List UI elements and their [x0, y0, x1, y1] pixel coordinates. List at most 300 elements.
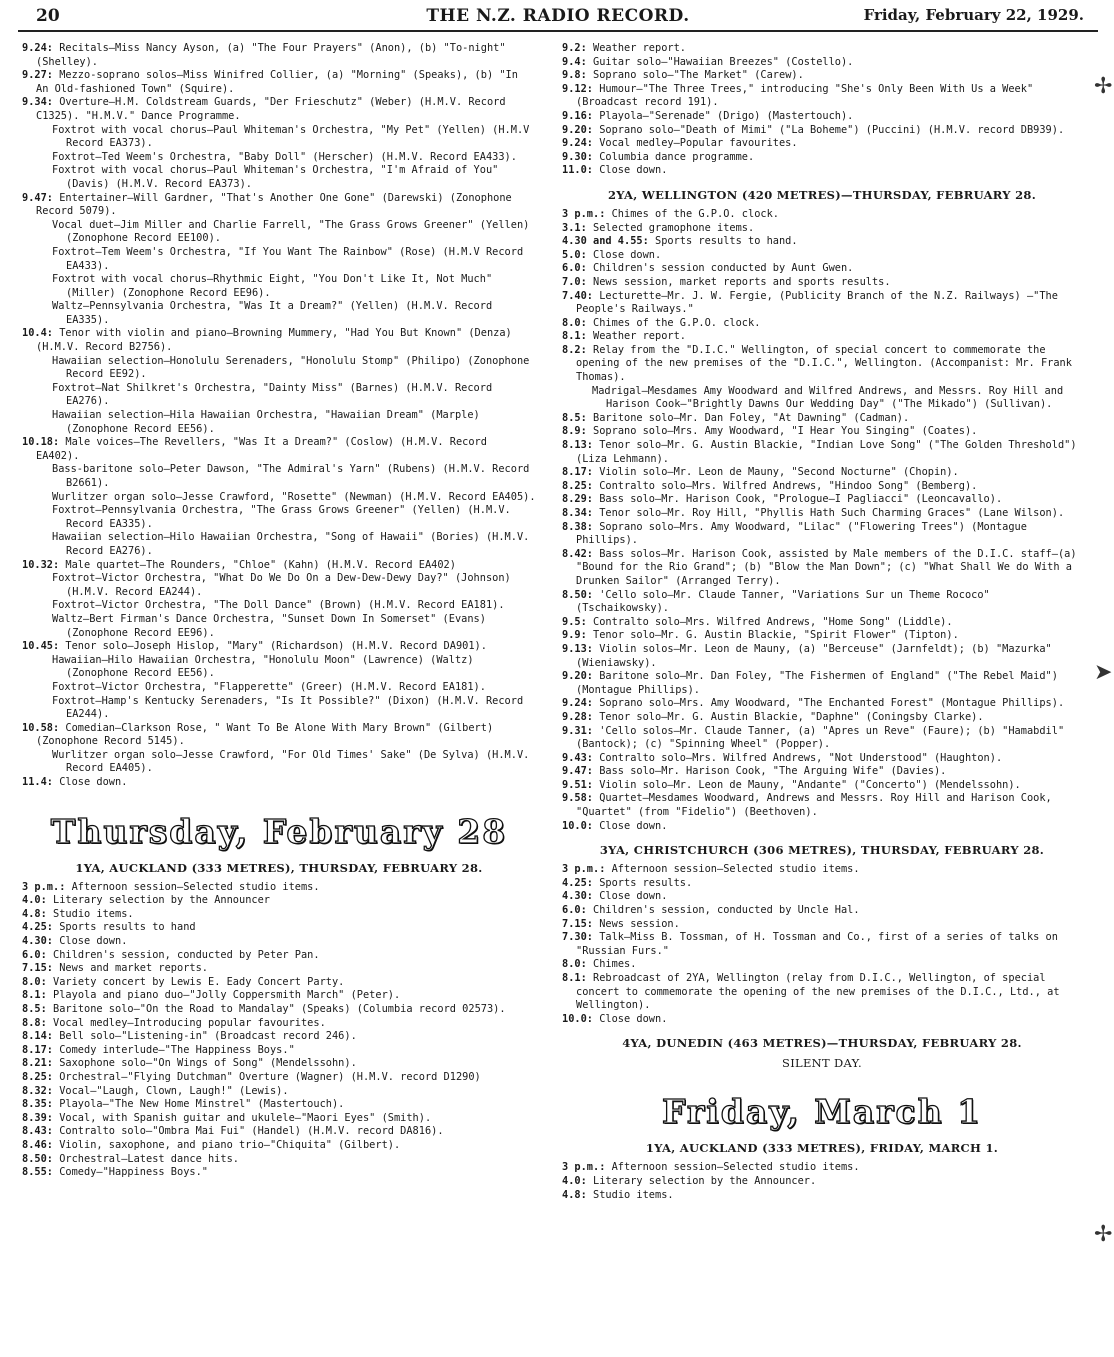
entry-text: News session.	[599, 917, 680, 930]
programme-entry	[562, 480, 1082, 494]
programme-entry	[562, 164, 1082, 178]
left-column	[22, 42, 536, 1180]
entry-time: 8.14:	[22, 1030, 53, 1043]
entry-text: Foxtrot with vocal chorus—Rhythmic Eight, "You Don't Like It, Not Much" (Miller) (Zonophone Record EE96).	[52, 273, 493, 299]
programme-entry	[22, 1139, 536, 1153]
programme-entry	[562, 385, 1082, 412]
entry-time: 10.0:	[562, 819, 593, 832]
entry-text: Close down.	[599, 819, 668, 832]
entry-time: 8.1:	[22, 989, 47, 1002]
page-number: 20	[36, 6, 60, 26]
issue-date: Friday, February 22, 1929.	[863, 6, 1084, 24]
entry-time: 8.25:	[22, 1070, 53, 1083]
entry-time: 3 p.m.:	[562, 863, 606, 876]
entry-text: Hawaiian selection—Hila Hawaiian Orchestra, "Hawaiian Dream" (Marple) (Zonophone Record EE56).	[52, 409, 480, 435]
silent-day-note: SILENT DAY.	[782, 1056, 862, 1071]
programme-entry	[562, 1189, 1082, 1203]
entry-time: 9.47:	[22, 191, 53, 204]
programme-entry	[562, 208, 1082, 222]
programme-entry	[22, 935, 536, 949]
entry-time: 8.1:	[562, 330, 587, 343]
entry-time: 8.32:	[22, 1084, 53, 1097]
programme-entry	[22, 1044, 536, 1058]
programme-entry	[22, 327, 536, 354]
entry-text: Violin solo—Mr. Leon de Mauny, "Andante" ("Concerto") (Mendelssohn).	[599, 778, 1021, 791]
programme-entry	[22, 491, 536, 505]
programme-entry	[562, 958, 1082, 972]
programme-entry	[22, 151, 536, 165]
entry-text: Columbia dance programme.	[599, 150, 755, 163]
entry-text: Violin solos—Mr. Leon de Mauny, (a) "Berceuse" (Jarnfeldt); (b) "Mazurka" (Wieniawsky).	[576, 642, 1052, 669]
entry-text: Foxtrot—Pennsylvania Orchestra, "The Grass Grows Greener" (Yellen) (H.M.V. Record EA335).	[52, 504, 511, 530]
programme-entry	[22, 42, 536, 69]
programme-entry	[562, 697, 1082, 711]
programme-entry	[22, 436, 536, 463]
entry-text: Bass solos—Mr. Harison Cook, assisted by Male members of the D.I.C. staff—(a) "Bound for the Rio Grand"; (b) "Blow the Man Down"; (c) "What Shall We do With a Drunken Sailor" (Arranged Terry).	[576, 547, 1077, 587]
entry-text: Orchestral—Latest dance hits.	[59, 1152, 239, 1165]
entry-text: Hawaiian selection—Honolulu Serenaders, "Honolulu Stomp" (Philipo) (Zonophone Record EE92).	[52, 354, 530, 381]
programme-entry	[22, 559, 536, 573]
entry-text: Variety concert by Lewis E. Eady Concert Party.	[53, 975, 345, 988]
entry-text: Comedy—"Happiness Boys."	[59, 1166, 208, 1179]
entry-text: Tenor solo—Mr. G. Austin Blackie, "Spirit Flower" (Tipton).	[593, 629, 959, 642]
entry-time: 8.13:	[562, 439, 593, 452]
entry-time: 8.46:	[22, 1138, 53, 1151]
entry-time: 4.25:	[22, 921, 53, 934]
margin-mark: ➤	[1094, 660, 1113, 685]
programme-entry	[22, 654, 536, 681]
entry-time: 10.18:	[22, 436, 60, 449]
programme-entry	[22, 962, 536, 976]
entry-time: 8.35:	[22, 1098, 53, 1111]
entry-time: 3.1:	[562, 221, 587, 234]
entry-text: Foxtrot—Hamp's Kentucky Serenaders, "Is It Possible?" (Dixon) (H.M.V. Record EA244).	[52, 694, 524, 721]
programme-entry	[22, 572, 536, 599]
entry-text: Relay from the "D.I.C." Wellington, of special concert to commemorate the opening of the new premises of the "D.I.C.", Wellington. (Accompanist: Mr. Frank Thomas).	[576, 343, 1072, 384]
entry-text: Vocal—"Laugh, Clown, Laugh!" (Lewis).	[59, 1084, 289, 1097]
entry-text: Studio items.	[593, 1188, 674, 1201]
entry-text: Baritone solo—Mr. Dan Foley, "The Fishermen of England" ("The Rebel Maid") (Montague Phillips).	[576, 670, 1058, 696]
programme-entry	[22, 1153, 536, 1167]
entry-text: Tenor solo—Mr. Roy Hill, "Phyllis Hath Such Charming Graces" (Lane Wilson).	[599, 507, 1065, 519]
entry-text: Tenor with violin and piano—Browning Mummery, "Had You But Known" (Denza) (H.M.V. Record B2756).	[36, 327, 512, 354]
programme-entry	[22, 192, 536, 219]
entry-time: 8.0:	[562, 316, 587, 329]
right-top-programme	[562, 42, 1082, 178]
entry-text: Talk—Miss B. Tossman, of H. Tossman and Co., first of a series of talks on "Russian Furs."	[576, 931, 1058, 957]
programme-entry	[22, 463, 536, 490]
programme-entry	[562, 548, 1082, 589]
entry-text: Literary selection by the Announcer.	[593, 1174, 817, 1187]
entry-time: 8.42:	[562, 547, 593, 560]
left-top-programme	[22, 42, 536, 790]
programme-entry	[22, 273, 536, 300]
programme-entry	[22, 382, 536, 409]
programme-entry	[22, 1166, 536, 1180]
entry-text: Guitar solo—"Hawaiian Breezes" (Costello).	[593, 55, 854, 68]
entry-text: News and market reports.	[59, 962, 208, 975]
entry-text: Afternoon session—Selected studio items.	[611, 1161, 860, 1174]
entry-time: 9.58:	[562, 792, 593, 805]
margin-mark: ✢	[1094, 74, 1113, 99]
entry-time: 8.0:	[562, 958, 587, 971]
programme-entry	[562, 589, 1082, 616]
programme-entry	[22, 124, 536, 151]
programme-entry	[562, 792, 1082, 819]
entry-text: Waltz—Bert Firman's Dance Orchestra, "Sunset Down In Somerset" (Evans) (Zonophone Record EE96).	[52, 612, 486, 639]
entry-time: 9.24:	[22, 42, 53, 54]
programme-entry	[22, 300, 536, 327]
entry-text: 'Cello solo—Mr. Claude Tanner, "Variations Sur un Theme Rococo" (Tschaikowsky).	[576, 588, 990, 615]
entry-text: Close down.	[59, 776, 128, 789]
entry-text: Chimes.	[593, 958, 637, 971]
programme-entry	[22, 989, 536, 1003]
entry-text: Close down.	[599, 1012, 668, 1025]
entry-text: Afternoon session—Selected studio items.	[71, 880, 320, 893]
entry-time: 4.8:	[562, 1188, 587, 1201]
entry-text: Selected gramophone items.	[593, 221, 755, 234]
entry-time: 9.20:	[562, 123, 593, 136]
programme-entry	[22, 1112, 536, 1126]
entry-text: Wurlitzer organ solo—Jesse Crawford, "For Old Times' Sake" (De Sylva) (H.M.V. Record EA405).	[52, 748, 530, 775]
entry-text: Chimes of the G.P.O. clock.	[611, 207, 779, 220]
entry-text: Afternoon session—Selected studio items.	[611, 863, 860, 876]
entry-text: Saxophone solo—"On Wings of Song" (Mendelssohn).	[59, 1057, 357, 1070]
entry-text: Rebroadcast of 2YA, Wellington (relay from D.I.C., Wellington, of special concert to commemorate the opening of the new premises of the D.I.C., Ltd., at Wellington).	[576, 972, 1060, 1012]
page-header	[18, 4, 1098, 32]
programme-entry	[562, 222, 1082, 236]
entry-text: Playola—"Serenade" (Drigo) (Mastertouch).	[599, 109, 854, 122]
entry-time: 4.30:	[22, 935, 53, 948]
programme-entry	[562, 151, 1082, 165]
entry-text: Sports results to hand.	[655, 235, 798, 248]
entry-time: 9.47:	[562, 765, 593, 778]
programme-entry	[562, 137, 1082, 151]
programme-entry	[562, 425, 1082, 439]
programme-entry	[22, 722, 536, 749]
programme-entry	[22, 599, 536, 613]
entry-time: 9.30:	[562, 150, 593, 163]
entry-text: Children's session, conducted by Peter Pan.	[53, 948, 320, 961]
programme-entry	[22, 355, 536, 382]
entry-time: 9.27:	[22, 69, 53, 82]
programme-entry	[22, 921, 536, 935]
entry-time: 4.8:	[22, 907, 47, 920]
entry-text: Vocal, with Spanish guitar and ukulele—"Maori Eyes" (Smith).	[59, 1111, 432, 1124]
entry-text: Soprano solo—Mrs. Amy Woodward, "I Hear You Singing" (Coates).	[593, 425, 978, 438]
programme-entry	[562, 711, 1082, 725]
entry-time: 8.1:	[562, 972, 587, 984]
entry-text: Foxtrot—Victor Orchestra, "Flapperette" (Greer) (H.M.V. Record EA181).	[52, 680, 486, 693]
entry-text: Close down.	[593, 248, 662, 261]
entry-time: 11.0:	[562, 164, 593, 177]
entry-time: 10.32:	[22, 558, 60, 571]
entry-text: Vocal medley—Introducing popular favourites.	[53, 1016, 326, 1029]
entry-time: 8.38:	[562, 520, 593, 533]
entry-text: Lecturette—Mr. J. W. Fergie, (Publicity Branch of the N.Z. Railways) —"The People's Railways."	[576, 289, 1058, 316]
programme-entry	[562, 863, 1082, 877]
entry-time: 8.55:	[22, 1166, 53, 1179]
entry-text: Madrigal—Mesdames Amy Woodward and Wilfred Andrews, and Messrs. Roy Hill and Harison Cook—"Brightly Dawns Our Wedding Day" ("The Mikado") (Sullivan).	[592, 384, 1064, 411]
entry-time: 11.4:	[22, 776, 53, 789]
entry-time: 8.5:	[562, 411, 587, 424]
programme-entry	[562, 276, 1082, 290]
programme-entry	[562, 877, 1082, 891]
programme-entry	[562, 779, 1082, 793]
entry-text: Bass solo—Mr. Harison Cook, "Prologue—I Pagliacci" (Leoncavallo).	[599, 493, 1003, 506]
margin-mark: ✢	[1094, 1222, 1113, 1247]
station-heading-2ya: 2YA, WELLINGTON (420 METRES)—THURSDAY, FEBRUARY 28.	[607, 187, 1037, 202]
entry-time: 8.34:	[562, 507, 593, 519]
programme-entry	[22, 69, 536, 96]
entry-text: Baritone solo—"On the Road to Mandalay" (Speaks) (Columbia record 02573).	[53, 1003, 506, 1015]
entry-time: 7.30:	[562, 931, 593, 944]
entry-time: 10.45:	[22, 640, 60, 653]
entry-text: Soprano solo—Mrs. Amy Woodward, "The Enchanted Forest" (Montague Phillips).	[599, 697, 1065, 710]
programme-entry	[562, 918, 1082, 932]
entry-text: Contralto solo—Mrs. Wilfred Andrews, "Home Song" (Liddle).	[593, 615, 953, 628]
programme-entry	[562, 42, 1082, 56]
entry-text: News session, market reports and sports results.	[593, 275, 891, 288]
programme-entry	[22, 96, 536, 123]
entry-text: Foxtrot—Victor Orchestra, "The Doll Dance" (Brown) (H.M.V. Record EA181).	[52, 599, 505, 612]
entry-text: Violin, saxophone, and piano trio—"Chiquita" (Gilbert).	[59, 1138, 401, 1151]
programme-entry	[562, 616, 1082, 630]
entry-time: 8.39:	[22, 1111, 53, 1124]
entry-text: Wurlitzer organ solo—Jesse Crawford, "Rosette" (Newman) (H.M.V. Record EA405).	[52, 490, 536, 503]
entry-text: Soprano solo—"Death of Mimi" ("La Boheme") (Puccini) (H.M.V. record DB939).	[599, 123, 1065, 136]
thursday-1ya-programme	[22, 881, 536, 1180]
programme-entry	[562, 890, 1082, 904]
programme-entry	[22, 908, 536, 922]
programme-entry	[562, 110, 1082, 124]
programme-entry	[562, 249, 1082, 263]
programme-entry	[562, 317, 1082, 331]
programme-entry	[22, 640, 536, 654]
entry-time: 8.9:	[562, 425, 587, 438]
entry-time: 7.15:	[562, 917, 593, 930]
entry-text: 'Cello solos—Mr. Claude Tanner, (a) "Apres un Reve" (Faure); (b) "Hamabdil" (Bantock); (c) "Spinning Wheel" (Popper).	[576, 724, 1065, 751]
entry-text: Male voices—The Revellers, "Was It a Dream?" (Coslow) (H.M.V. Record EA402).	[36, 436, 487, 462]
entry-time: 7.0:	[562, 275, 587, 288]
entry-text: Orchestral—"Flying Dutchman" Overture (Wagner) (H.M.V. record D1290)	[59, 1070, 481, 1083]
entry-text: Foxtrot—Nat Shilkret's Orchestra, "Dainty Miss" (Barnes) (H.M.V. Record EA276).	[52, 381, 493, 408]
programme-entry	[22, 1003, 536, 1017]
programme-entry	[562, 931, 1082, 958]
entry-text: Contralto solo—"Ombra Mai Fui" (Handel) (H.M.V. record DA816).	[59, 1125, 444, 1138]
entry-time: 8.50:	[562, 588, 593, 601]
programme-entry	[22, 1057, 536, 1071]
programme-entry	[562, 904, 1082, 918]
entry-time: 7.40:	[562, 289, 593, 302]
entry-text: Tenor solo—Mr. G. Austin Blackie, "Daphne" (Coningsby Clarke).	[599, 710, 984, 723]
entry-time: 8.17:	[22, 1043, 53, 1056]
entry-text: Weather report.	[593, 330, 687, 343]
programme-entry	[562, 124, 1082, 138]
programme-entry	[22, 776, 536, 790]
programme-entry	[22, 681, 536, 695]
entry-time: 8.2:	[562, 343, 587, 356]
programme-entry	[562, 725, 1082, 752]
entry-text: Violin solo—Mr. Leon de Mauny, "Second Nocturne" (Chopin).	[599, 466, 959, 479]
entry-time: 9.12:	[562, 82, 593, 95]
entry-time: 9.9:	[562, 629, 587, 642]
programme-entry	[22, 695, 536, 722]
entry-time: 5.0:	[562, 248, 587, 261]
entry-text: Vocal medley—Popular favourites.	[599, 137, 798, 150]
entry-text: Recitals—Miss Nancy Ayson, (a) "The Four Prayers" (Anon), (b) "To-night" (Shelley).	[36, 42, 506, 68]
entry-time: 6.0:	[562, 904, 587, 917]
entry-time: 9.2:	[562, 42, 587, 54]
entry-time: 4.25:	[562, 876, 593, 889]
entry-text: Playola—"The New Home Minstrel" (Mastertouch).	[59, 1098, 345, 1111]
entry-text: Close down.	[599, 890, 668, 903]
programme-entry	[22, 976, 536, 990]
entry-time: 8.21:	[22, 1057, 53, 1070]
programme-entry	[22, 219, 536, 246]
programme-entry	[22, 531, 536, 558]
entry-time: 8.5:	[22, 1003, 47, 1015]
programme-entry	[22, 881, 536, 895]
entry-text: Chimes of the G.P.O. clock.	[593, 316, 761, 329]
entry-text: Male quartet—The Rounders, "Chloe" (Kahn) (H.M.V. Record EA402)	[65, 558, 456, 571]
entry-time: 7.15:	[22, 962, 53, 975]
programme-entry	[22, 1098, 536, 1112]
programme-entry	[22, 1125, 536, 1139]
programme-entry	[22, 1017, 536, 1031]
programme-entry	[22, 1071, 536, 1085]
entry-text: Children's session conducted by Aunt Gwen.	[593, 262, 854, 275]
entry-time: 9.5:	[562, 615, 587, 628]
entry-text: Contralto solo—Mrs. Wilfred Andrews, "Not Understood" (Haughton).	[599, 751, 1003, 764]
entry-text: Studio items.	[53, 907, 134, 920]
entry-time: 9.28:	[562, 710, 593, 723]
wellington-programme	[562, 208, 1082, 833]
entry-text: Soprano solo—"The Market" (Carew).	[593, 69, 804, 82]
entry-text: Bell solo—"Listening-in" (Broadcast record 246).	[59, 1030, 357, 1043]
friday-1ya-programme	[562, 1161, 1082, 1202]
entry-time: 6.0:	[22, 948, 47, 961]
entry-time: 9.51:	[562, 778, 593, 791]
entry-time: 9.31:	[562, 724, 593, 737]
programme-entry	[562, 235, 1082, 249]
christchurch-programme	[562, 863, 1082, 1026]
programme-entry	[562, 466, 1082, 480]
entry-time: 8.50:	[22, 1152, 53, 1165]
entry-time: 9.34:	[22, 96, 53, 109]
entry-time: 3 p.m.:	[22, 880, 66, 893]
entry-text: Soprano solo—Mrs. Amy Woodward, "Lilac" ("Flowering Trees") (Montague Phillips).	[576, 520, 1027, 547]
entry-text: Contralto solo—Mrs. Wilfred Andrews, "Hindoo Song" (Bemberg).	[599, 479, 978, 492]
entry-text: Children's session, conducted by Uncle Hal.	[593, 904, 860, 917]
entry-time: 9.24:	[562, 697, 593, 710]
programme-entry	[22, 504, 536, 531]
entry-time: 9.4:	[562, 55, 587, 68]
programme-entry	[22, 1085, 536, 1099]
entry-time: 3 p.m.:	[562, 1161, 606, 1174]
entry-text: Sports results.	[599, 876, 693, 889]
entry-time: 9.8:	[562, 69, 587, 82]
entry-time: 4.0:	[22, 894, 47, 907]
entry-text: Close down.	[59, 935, 128, 948]
entry-text: Sports results to hand	[59, 921, 196, 934]
entry-text: Foxtrot—Tem Weem's Orchestra, "If You Want The Rainbow" (Rose) (H.M.V Record EA433).	[52, 245, 524, 272]
programme-entry	[562, 752, 1082, 766]
entry-time: 3 p.m.:	[562, 207, 606, 220]
station-heading-4ya: 4YA, DUNEDIN (463 METRES)—THURSDAY, FEBRUARY 28.	[622, 1036, 1022, 1051]
programme-entry	[562, 330, 1082, 344]
entry-time: 10.4:	[22, 327, 53, 340]
thursday-heading: Thursday, February 28	[50, 811, 508, 851]
entry-text: Entertainer—Will Gardner, "That's Another One Gone" (Darewski) (Zonophone Record 5079).	[36, 191, 512, 218]
entry-time: 9.16:	[562, 109, 593, 122]
station-heading-1ya-thursday: 1YA, AUCKLAND (333 METRES), THURSDAY, FEBRUARY 28.	[75, 860, 483, 875]
station-heading-1ya-friday: 1YA, AUCKLAND (333 METRES), FRIDAY, MARCH 1.	[645, 1141, 999, 1156]
entry-time: 8.0:	[22, 975, 47, 988]
programme-entry	[562, 643, 1082, 670]
right-column	[562, 42, 1082, 1202]
entry-text: Bass solo—Mr. Harison Cook, "The Arguing Wife" (Davies).	[599, 765, 947, 778]
programme-entry	[562, 344, 1082, 385]
entry-text: Weather report.	[593, 42, 687, 54]
programme-entry	[22, 246, 536, 273]
entry-text: Hawaiian selection—Hilo Hawaiian Orchestra, "Song of Hawaii" (Bories) (H.M.V. Record EA276).	[52, 531, 530, 557]
entry-time: 8.29:	[562, 493, 593, 506]
publication-title: THE N.Z. RADIO RECORD.	[426, 6, 690, 26]
entry-text: Foxtrot with vocal chorus—Paul Whiteman's Orchestra, "I'm Afraid of You" (Davis) (H.M.V. Record EA373).	[52, 164, 499, 190]
entry-time: 8.43:	[22, 1125, 53, 1138]
programme-entry	[562, 629, 1082, 643]
programme-entry	[562, 290, 1082, 317]
programme-entry	[22, 164, 536, 191]
entry-text: Bass-baritone solo—Peter Dawson, "The Admiral's Yarn" (Rubens) (H.M.V. Record B2661).	[52, 463, 530, 489]
entry-text: Foxtrot—Ted Weem's Orchestra, "Baby Doll" (Herscher) (H.M.V. Record EA433).	[52, 150, 517, 163]
station-heading-3ya: 3YA, CHRISTCHURCH (306 METRES), THURSDAY, FEBRUARY 28.	[599, 843, 1045, 858]
programme-entry	[562, 439, 1082, 466]
programme-entry	[22, 894, 536, 908]
entry-time: 10.0:	[562, 1012, 593, 1025]
entry-time: 8.17:	[562, 466, 593, 479]
entry-text: Close down.	[599, 164, 668, 177]
entry-text: Vocal duet—Jim Miller and Charlie Farrell, "The Grass Grows Greener" (Yellen) (Zonophone Record EE100).	[52, 218, 530, 245]
entry-text: Comedy interlude—"The Happiness Boys."	[59, 1043, 295, 1056]
entry-time: 9.24:	[562, 137, 593, 150]
programme-entry	[562, 765, 1082, 779]
entry-text: Literary selection by the Announcer	[53, 894, 270, 907]
entry-time: 4.30 and 4.55:	[562, 235, 649, 248]
entry-text: Comedian—Clarkson Rose, " Want To Be Alone With Mary Brown" (Gilbert) (Zonophone Record 5145).	[36, 721, 494, 748]
programme-entry	[562, 56, 1082, 70]
programme-entry	[22, 409, 536, 436]
programme-entry	[22, 613, 536, 640]
programme-entry	[562, 83, 1082, 110]
programme-entry	[562, 507, 1082, 521]
entry-text: Humour—"The Three Trees," introducing "She's Only Been With Us a Week" (Broadcast record 191).	[576, 82, 1034, 109]
programme-entry	[562, 1161, 1082, 1175]
entry-time: 4.30:	[562, 890, 593, 903]
entry-time: 6.0:	[562, 262, 587, 275]
programme-entry	[562, 670, 1082, 697]
programme-entry	[562, 820, 1082, 834]
programme-entry	[22, 949, 536, 963]
friday-heading: Friday, March 1	[661, 1092, 983, 1132]
entry-text: Tenor solo—Mr. G. Austin Blackie, "Indian Love Song" ("The Golden Threshold") (Liza Lehmann).	[576, 439, 1077, 465]
programme-entry	[562, 972, 1082, 1013]
entry-time: 9.13:	[562, 642, 593, 655]
entry-text: Baritone solo—Mr. Dan Foley, "At Dawning" (Cadman).	[593, 411, 910, 424]
entry-text: Tenor solo—Joseph Hislop, "Mary" (Richardson) (H.M.V. Record DA901).	[65, 640, 487, 653]
entry-text: Mezzo-soprano solos—Miss Winifred Collier, (a) "Morning" (Speaks), (b) "In An Old-fashioned Town" (Squire).	[36, 69, 518, 95]
